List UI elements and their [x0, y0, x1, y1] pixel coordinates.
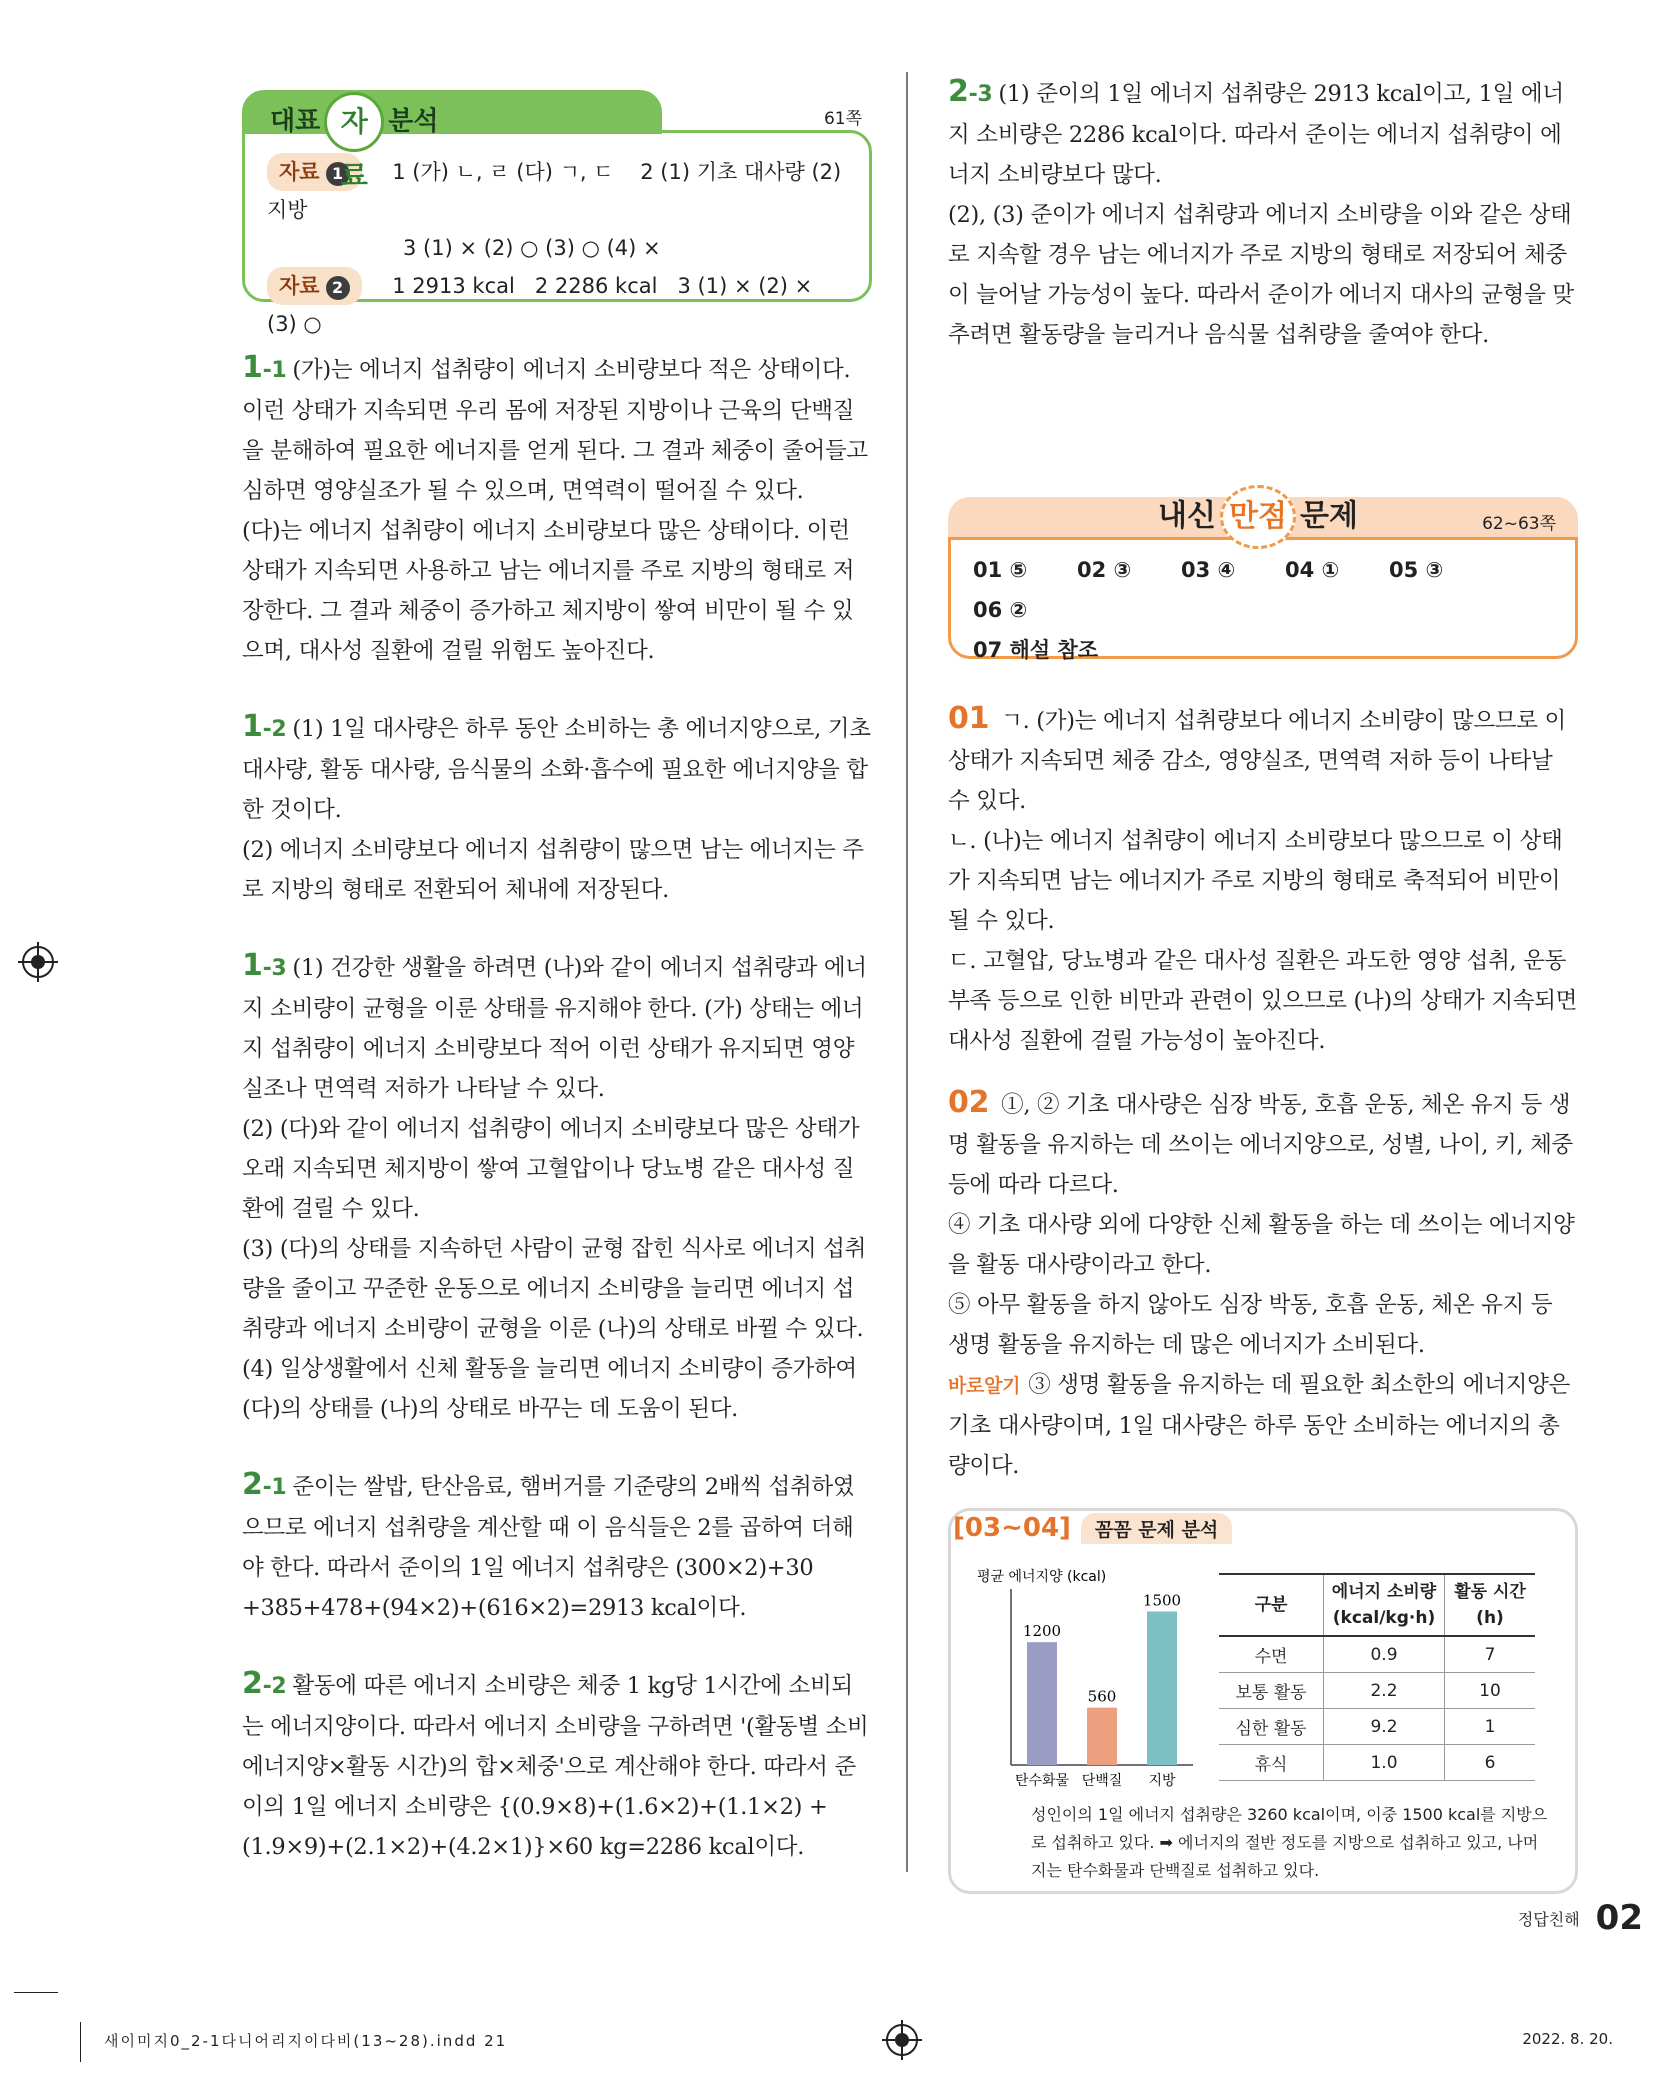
naesin-answer-box	[948, 537, 1578, 662]
rep-analysis-title	[270, 92, 439, 192]
chart-ylabel: 평균 에너지양 (kcal)	[977, 1569, 1107, 1585]
naesin-title-post: 문제	[1299, 498, 1358, 534]
analysis-title	[953, 1513, 1232, 1544]
table-cell: 1.0	[1324, 1745, 1445, 1781]
answer-1-3-number: 1-3	[242, 948, 287, 983]
naesin-answer-row	[973, 550, 1553, 630]
answer-1-2-number: 1-2	[242, 709, 287, 744]
naesin-title-circle: 만점	[1220, 485, 1296, 549]
table-cell: 보통 활동	[1219, 1673, 1324, 1709]
rep-label-1-num: 1	[326, 162, 350, 186]
answer-1-1-para-0: 1-1 (가)는 에너지 섭취량이 에너지 소비량보다 적은 상태이다. 이런 상태가 지속되면 우리 몸에 저장된 지방이나 근육의 단백질을 분해하여 필요한 에너지를 얻게 된다. 그 결과 체중이 줄어들고 심하면 영양실조가 될 수 있으며, 면역력이 떨어질 수 있다.	[242, 350, 868, 504]
answer-02	[948, 1083, 1578, 1486]
rep-label-2	[267, 267, 362, 305]
naesin-header	[948, 479, 1578, 537]
naesin-answer-03: 03 ④	[1181, 558, 1236, 582]
answer-1-1	[242, 348, 872, 671]
analysis-box	[948, 1508, 1578, 1894]
rep-label-2-text: 자료	[279, 274, 320, 298]
naesin-answer-01: 01 ⑤	[973, 558, 1028, 582]
answer-1-1-number: 1-1	[242, 350, 287, 385]
table-row	[1219, 1636, 1535, 1673]
table-row	[1219, 1745, 1535, 1781]
footer-filename: 새이미지0_2-1다니어리지이다비(13~28).indd 21	[104, 2032, 508, 2050]
answer-1-2-para-0: 1-2 (1) 1일 대사량은 하루 동안 소비하는 총 에너지양으로, 기초 대사량, 활동 대사량, 음식물의 소화·흡수에 필요한 에너지양을 합한 것이다.	[242, 709, 871, 823]
rep-label-2-num: 2	[326, 276, 350, 300]
naesin-page-ref: 62~63쪽	[1482, 514, 1556, 534]
page-label: 정답친해	[1517, 1909, 1580, 1929]
table-cell: 심한 활동	[1219, 1709, 1324, 1745]
answer-2-1	[242, 1465, 872, 1628]
bar-value-label: 1500	[1142, 1591, 1182, 1610]
answer-01-number: 01	[948, 701, 990, 736]
registration-mark-left	[22, 946, 54, 978]
category-label: 탄수화물	[1014, 1773, 1070, 1789]
naesin-title	[1158, 485, 1358, 549]
answer-1-3-para-1: (2) (다)와 같이 에너지 섭취량이 에너지 소비량보다 많은 상태가 오래 지속되면 체지방이 쌓여 고혈압이나 당뇨병 같은 대사성 질환에 걸릴 수 있다.	[242, 1116, 860, 1222]
rep-row-1-b: 2 (1) 기초 대사량 (2) 지방	[267, 160, 842, 222]
bar-탄수화물	[1027, 1642, 1057, 1765]
answer-1-3	[242, 946, 872, 1429]
table-cell: 9.2	[1324, 1709, 1445, 1745]
bar-value-label: 560	[1087, 1687, 1117, 1706]
answer-02-para-2: ⑤ 아무 활동을 하지 않아도 심장 박동, 호흡 운동, 체온 유지 등 생명 활동을 유지하는 데 많은 에너지가 소비된다.	[948, 1292, 1553, 1358]
page-number	[1518, 1898, 1643, 1938]
answer-2-3	[948, 72, 1578, 355]
rep-row-2-a: 1 2913 kcal	[392, 274, 515, 298]
answer-1-3-para-0: 1-3 (1) 건강한 생활을 하려면 (나)와 같이 에너지 섭취량과 에너지 소비량이 균형을 이룬 상태를 유지해야 한다. (가) 상태는 에너지 섭취량이 에너지 소비량보다 적어 이런 상태가 유지되면 영양실조나 면역력 저하가 나타날 수 있다.	[242, 948, 867, 1102]
answer-2-2	[242, 1664, 872, 1867]
rep-page-ref: 61쪽	[823, 109, 862, 129]
naesin-answer-02: 02 ③	[1077, 558, 1132, 582]
rep-row-1-c: 3 (1) × (2) ○ (3) ○ (4) ×	[403, 236, 661, 260]
tip-label: 바로알기	[948, 1375, 1021, 1397]
column-divider	[906, 72, 908, 1872]
table-header-category: 구분	[1219, 1574, 1324, 1636]
bar-지방	[1147, 1611, 1177, 1765]
activity-table	[1219, 1573, 1535, 1781]
answer-01-para-0: 01 ㄱ. (가)는 에너지 섭취량보다 에너지 소비량이 많으므로 이 상태가 지속되면 체중 감소, 영양실조, 면역력 저하 등이 나타날 수 있다.	[948, 701, 1566, 814]
rep-title-circle: 자료	[324, 92, 384, 152]
energy-bar-chart	[961, 1561, 1201, 1791]
answer-2-2-number: 2-2	[242, 1666, 287, 1701]
analysis-title-label: 꼼꼼 문제 분석	[1081, 1513, 1232, 1544]
answer-2-2-para-0: 2-2 활동에 따른 에너지 소비량은 체중 1 kg당 1시간에 소비되는 에너지양이다. 따라서 에너지 소비량을 구하려면 '(활동별 소비 에너지양×활동 시간)의 합×체중'으로 계산해야 한다. 따라서 준이의 1일 에너지 소비량은 {(0.9×8)+(1.6×2)+(1.1×2) +(1.9×9)+(2.1×2)+(4.2×1)}×60 kg=2286 kcal이다.	[242, 1666, 869, 1860]
answer-02-tip: 바로알기 ③ 생명 활동을 유지하는 데 필요한 최소한의 에너지양은 기초 대사량이며, 1일 대사량은 하루 동안 소비하는 에너지의 총량이다.	[948, 1372, 1570, 1479]
answer-2-1-para-0: 2-1 준이는 쌀밥, 탄산음료, 햄버거를 기준량의 2배씩 섭취하였으므로 에너지 섭취량을 계산할 때 이 음식들은 2를 곱하여 더해야 한다. 따라서 준이의 1일 에너지 섭취량은 (300×2)+30 +385+478+(94×2)+(616×2)=2913 kcal이다.	[242, 1467, 855, 1621]
rep-row-2-c: 3 (1) × (2) × (3) ○	[267, 274, 813, 336]
trim-mark	[80, 2022, 81, 2062]
answer-02-para-0: 02 ①, ② 기초 대사량은 심장 박동, 호흡 운동, 체온 유지 등 생명 활동을 유지하는 데 쓰이는 에너지양으로, 성별, 나이, 키, 체중 등에 따라 다르다.	[948, 1085, 1573, 1198]
footer-date: 2022. 8. 20.	[1522, 2030, 1613, 2048]
answer-2-1-number: 2-1	[242, 1467, 287, 1502]
table-cell: 6	[1445, 1745, 1536, 1781]
answer-1-2	[242, 707, 872, 910]
left-column	[242, 72, 872, 1903]
right-column	[948, 72, 1578, 1894]
rep-title-post: 분석	[388, 106, 439, 137]
rep-analysis-box	[242, 130, 872, 336]
table-cell: 1	[1445, 1709, 1536, 1745]
answer-01-para-1: ㄴ. (나)는 에너지 섭취량이 에너지 소비량보다 많으므로 이 상태가 지속되면 남는 에너지가 주로 지방의 형태로 축적되어 비만이 될 수 있다.	[948, 828, 1563, 934]
answer-02-para-1: ④ 기초 대사량 외에 다양한 신체 활동을 하는 데 쓰이는 에너지양을 활동 대사량이라고 한다.	[948, 1212, 1575, 1278]
answer-1-1-para-1: (다)는 에너지 섭취량이 에너지 소비량보다 많은 상태이다. 이런 상태가 지속되면 사용하고 남는 에너지를 주로 지방의 형태로 저장한다. 그 결과 체중이 증가하고 체지방이 쌓여 비만이 될 수 있으며, 대사성 질환에 걸릴 위험도 높아진다.	[242, 518, 855, 664]
naesin-answer-04: 04 ①	[1285, 558, 1340, 582]
table-header-time: 활동 시간 (h)	[1445, 1574, 1536, 1636]
answer-1-3-para-3: (4) 일상생활에서 신체 활동을 늘리면 에너지 소비량이 증가하여 (다)의 상태를 (나)의 상태로 바꾸는 데 도움이 된다.	[242, 1356, 857, 1422]
table-cell: 7	[1445, 1636, 1536, 1673]
table-cell: 수면	[1219, 1636, 1324, 1673]
answer-01	[948, 699, 1578, 1061]
rep-row-1-a: 1 (가) ㄴ, ㄹ (다) ㄱ, ㄷ	[392, 160, 614, 184]
naesin-answer-07: 07 해설 참조	[973, 638, 1098, 662]
naesin-answer-06: 06 ②	[973, 598, 1028, 622]
analysis-title-range: [03~04]	[953, 1513, 1071, 1543]
table-header-row	[1219, 1574, 1535, 1636]
category-label: 단백질	[1081, 1773, 1123, 1789]
category-label: 지방	[1148, 1773, 1176, 1789]
table-row	[1219, 1709, 1535, 1745]
table-header-energy: 에너지 소비량 (kcal/kg·h)	[1324, 1574, 1445, 1636]
table-cell: 2.2	[1324, 1673, 1445, 1709]
bar-value-label: 1200	[1022, 1622, 1062, 1641]
registration-mark-bottom	[886, 2024, 918, 2056]
table-cell: 0.9	[1324, 1636, 1445, 1673]
table-cell: 휴식	[1219, 1745, 1324, 1781]
table-row	[1219, 1673, 1535, 1709]
rep-label-1-text: 자료	[279, 160, 320, 184]
rep-row-1-cont	[267, 229, 847, 267]
answer-1-2-para-1: (2) 에너지 소비량보다 에너지 섭취량이 많으면 남는 에너지는 주로 지방의 형태로 전환되어 체내에 저장된다.	[242, 837, 864, 903]
answer-2-3-para-0: 2-3 (1) 준이의 1일 에너지 섭취량은 2913 kcal이고, 1일 에너지 소비량은 2286 kcal이다. 따라서 준이는 에너지 섭취량이 에너지 소비량보다 많다.	[948, 74, 1564, 188]
answer-01-para-2: ㄷ. 고혈압, 당뇨병과 같은 대사성 질환은 과도한 영양 섭취, 운동 부족 등으로 인한 비만과 관련이 있으므로 (나)의 상태가 지속되면 대사성 질환에 걸릴 가능성이 높아진다.	[948, 948, 1578, 1054]
rep-row-2-b: 2 2286 kcal	[534, 274, 658, 298]
naesin-answer-05: 05 ③	[1389, 558, 1444, 582]
answer-02-number: 02	[948, 1085, 990, 1120]
naesin-title-pre: 내신	[1158, 498, 1216, 534]
trim-mark	[14, 1992, 58, 1993]
answer-1-3-para-2: (3) (다)의 상태를 지속하던 사람이 균형 잡힌 식사로 에너지 섭취량을 줄이고 꾸준한 운동으로 에너지 소비량을 늘리면 에너지 섭취량과 에너지 소비량이 균형을 이룬 (나)의 상태로 바뀔 수 있다.	[242, 1236, 867, 1342]
answer-2-3-number: 2-3	[948, 74, 993, 109]
page-number-value: 02	[1595, 1898, 1643, 1938]
answer-2-3-para-1: (2), (3) 준이가 에너지 섭취량과 에너지 소비량을 이와 같은 상태로 지속할 경우 남는 에너지가 주로 지방의 형태로 저장되어 체중이 늘어날 가능성이 높다. 따라서 준이가 에너지 대사의 균형을 맞추려면 활동량을 늘리거나 음식물 섭취량을 줄여야 한다.	[948, 202, 1574, 348]
analysis-note: 성인이의 1일 에너지 섭취량은 3260 kcal이며, 이중 1500 kcal를 지방으로 섭취하고 있다. ➡ 에너지의 절반 정도를 지방으로 섭취하고 있고, 나머지는 탄수화물과 단백질로 섭취하고 있다.	[1031, 1805, 1548, 1880]
bar-단백질	[1087, 1708, 1117, 1765]
table-cell: 10	[1445, 1673, 1536, 1709]
rep-title-pre: 대표	[270, 106, 321, 137]
